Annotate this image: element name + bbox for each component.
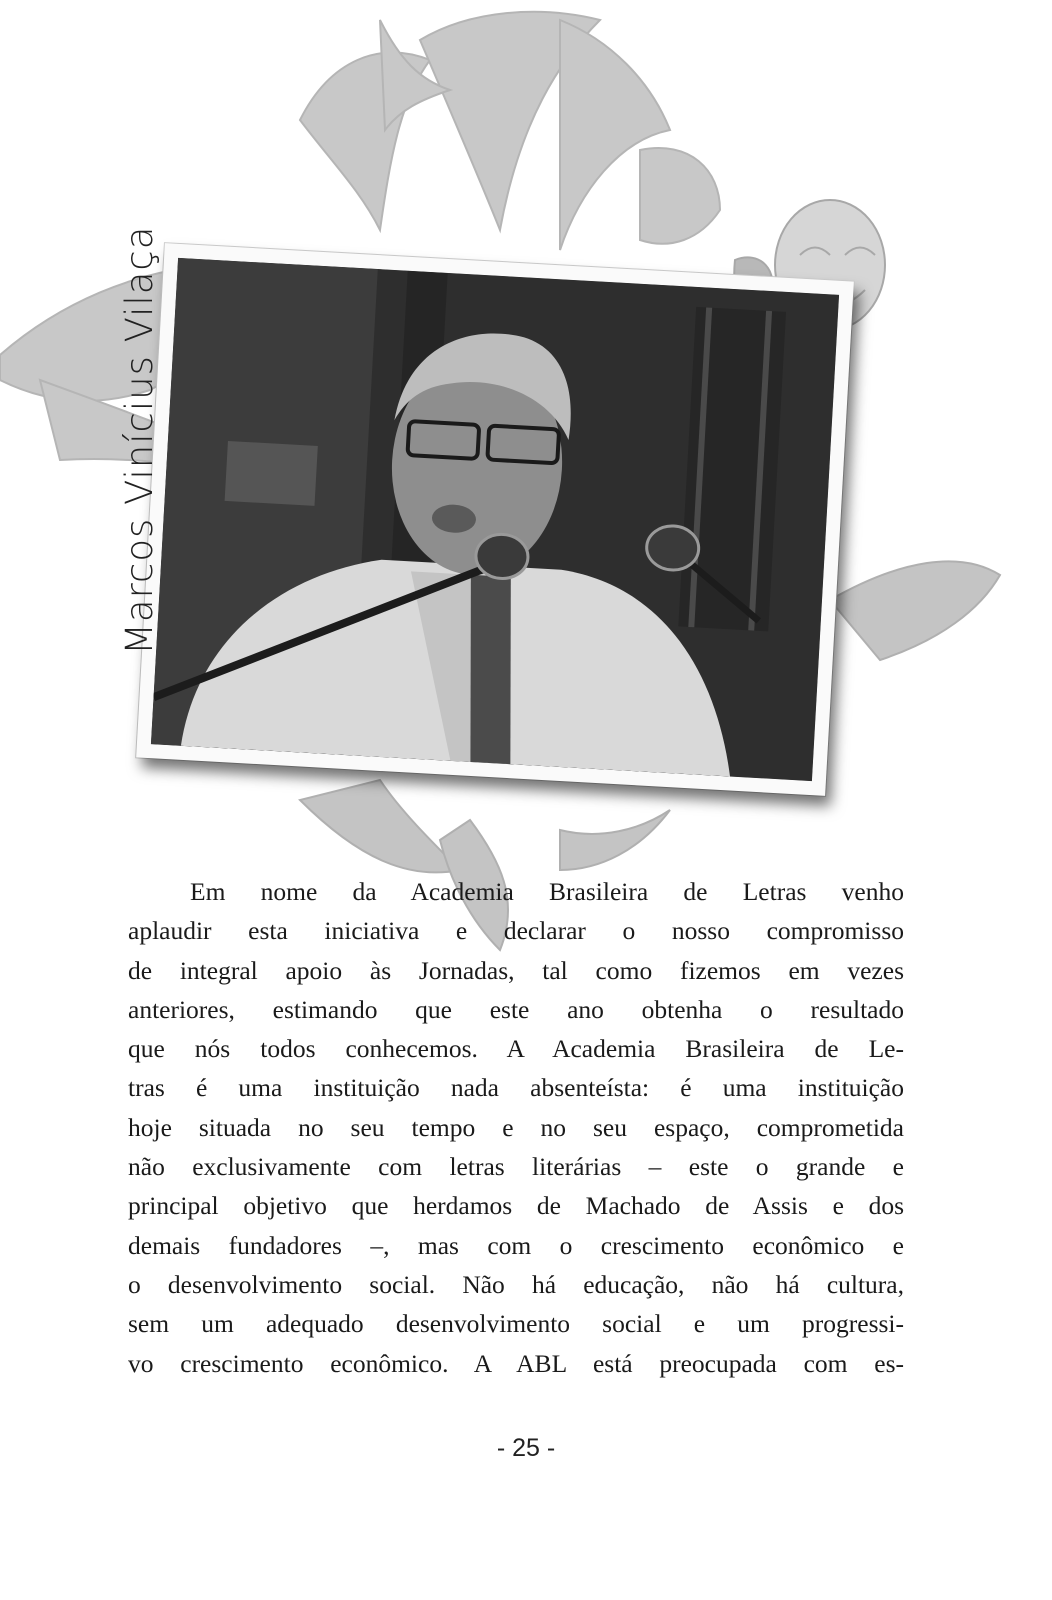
text-line: não exclusivamente com letras literárias – este o grande e	[128, 1152, 904, 1182]
body-paragraph	[128, 872, 904, 1383]
text-line: vo crescimento econômico. A ABL está preocupada com es-	[128, 1348, 904, 1378]
text-line: sem um adequado desenvolvimento social e um progressi-	[128, 1309, 904, 1339]
text-line: anteriores, estimando que este ano obtenha o resultado	[128, 994, 904, 1024]
text-line: principal objetivo que herdamos de Machado de Assis e dos	[128, 1191, 904, 1221]
text-line: aplaudir esta iniciativa e declarar o nosso compromisso	[128, 916, 904, 946]
text-line: que nós todos conhecemos. A Academia Brasileira de Le-	[128, 1034, 904, 1064]
text-line: demais fundadores –, mas com o crescimento econômico e	[128, 1230, 904, 1260]
text-line: Em nome da Academia Brasileira de Letras venho	[190, 877, 904, 906]
photo-caption: Marcos Vinícius Vilaça	[118, 225, 161, 655]
speaker-photo-image	[151, 258, 839, 781]
speaker-photo-frame	[136, 243, 854, 796]
text-line: tras é uma instituição nada absenteísta: é uma instituição	[128, 1073, 904, 1103]
text-line: o desenvolvimento social. Não há educação, não há cultura,	[128, 1269, 904, 1299]
text-line: de integral apoio às Jornadas, tal como fizemos em vezes	[128, 955, 904, 985]
page-number: - 25 -	[496, 1434, 556, 1462]
speaker-photo	[151, 258, 839, 781]
text-line: hoje situada no seu tempo e no seu espaço, comprometida	[128, 1112, 904, 1142]
